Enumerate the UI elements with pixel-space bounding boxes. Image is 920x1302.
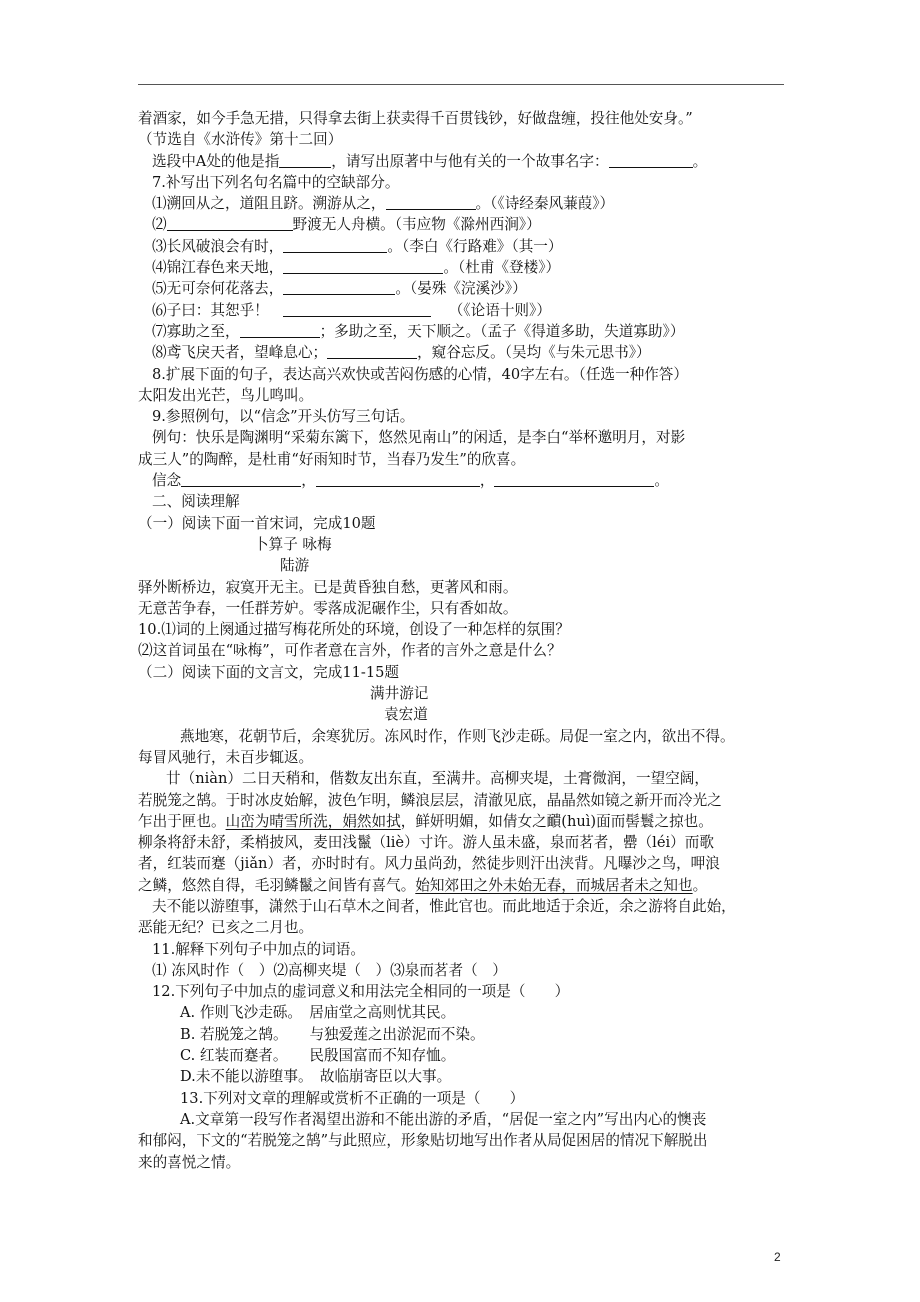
- question-line: 13.下列对文章的理解或赏析不正确的一项是（ ）: [180, 1089, 525, 1107]
- text-line: 和郁闷，下文的“若脱笼之鹄”与此照应，形象贴切地写出作者从局促困居的情况下解脱出: [138, 1132, 708, 1150]
- poem-title: 卜算子 咏梅: [254, 535, 332, 553]
- text-line: ⑺寡助之至， ；多助之至，天下顺之。（孟子《得道多助，失道寡助》）: [152, 322, 685, 340]
- poem-line: 无意苦争春，一任群芳妒。零落成泥碾作尘，只有香如故。: [138, 599, 518, 617]
- text-line: 着酒家，如今手急无措，只得拿去街上获卖得千百贯钱钞，好做盘缠，投往他处安身。”: [138, 110, 693, 127]
- text-line: 选段中A处的他是指 ，请写出原著中与他有关的一个故事名字： 。: [152, 152, 708, 170]
- blank-line[interactable]: [283, 258, 443, 274]
- question-line: 11.解释下列句子中加点的词语。: [152, 940, 365, 958]
- text-line: 9.参照例句，以“信念”开头仿写三句话。: [152, 408, 415, 426]
- option-line: B. 若脱笼之鹄。 与独爱莲之出淤泥而不染。: [180, 1025, 485, 1043]
- text-line: 乍出于匣也。山峦为晴雪所洗，娟然如拭，鲜妍明媚，如倩女之靧(huì)面而髻鬟之掠也。: [138, 812, 713, 830]
- option-line: C. 红装而蹇者。 民殷国富而不知存恤。: [180, 1047, 456, 1065]
- text-line: ⑵ 野渡无人舟横。（韦应物《滁州西涧》）: [152, 216, 541, 234]
- option-line: D.未不能以游堕事。 故临崩寄臣以大事。: [180, 1068, 452, 1086]
- text-line: 廿（niàn）二日天稍和，偕数友出东直，至满井。高柳夹堤，土膏微润，一望空阔，: [166, 770, 709, 788]
- blank-line[interactable]: [240, 322, 320, 338]
- text-line: 燕地寒，花朝节后，余寒犹厉。冻风时作，作则飞沙走砾。局促一室之内，欲出不得。: [180, 727, 735, 745]
- text-line: 恶能无纪？已亥之二月也。: [138, 919, 314, 937]
- blank-line[interactable]: [494, 471, 654, 487]
- page-content: [138, 108, 798, 1173]
- question-line: ⑴ 冻风时作（ ）⑵高柳夹堤（ ）⑶泉而茗者（ ）: [152, 961, 507, 979]
- poem-author: 陆游: [280, 557, 310, 575]
- text-line: 之鳞，悠然自得，毛羽鳞鬣之间皆有喜气。始知郊田之外未始无春，而城居者未之知也。: [138, 876, 708, 894]
- text-line: 太阳发出光芒，鸟儿鸣叫。: [138, 386, 314, 404]
- underlined-sentence: 始知郊田之外未始无春，而城居者未之知也: [415, 876, 693, 894]
- blank-line[interactable]: [283, 279, 395, 295]
- text-line: 每冒风驰行，未百步辄返。: [138, 748, 314, 766]
- text-line: （节选自《水浒传》第十二回）: [138, 131, 343, 149]
- essay-author: 袁宏道: [384, 706, 428, 724]
- text-line: 夫不能以游堕事，潇然于山石草木之间者，惟此官也。而此地适于余近，余之游将自此始，: [152, 897, 736, 915]
- text-line: 8.扩展下面的句子，表达高兴欢快或苦闷伤感的心情，40字左右。（任选一种作答）: [152, 365, 688, 383]
- text-line: 例句：快乐是陶渊明“采菊东篱下，悠然见南山”的闲适，是李白“举杯邀明月，对影: [152, 429, 686, 447]
- text-line: 7.补写出下列名句名篇中的空缺部分。: [152, 173, 400, 191]
- section-heading: 二、阅读理解: [152, 493, 240, 511]
- blank-line[interactable]: [327, 343, 417, 359]
- text-line: 成三人”的陶醉，是杜甫“好雨知时节，当春乃发生”的欣喜。: [138, 450, 526, 468]
- blank-line[interactable]: [167, 215, 293, 231]
- blank-line[interactable]: [283, 301, 431, 317]
- text-line: 者，红装而蹇（jiǎn）者，亦时时有。风力虽尚劲，然徒步则汗出浃背。凡曝沙之鸟，呷浪: [138, 855, 720, 873]
- text-line: 来的喜悦之情。: [138, 1153, 241, 1171]
- text-line: （二）阅读下面的文言文，完成11-15题: [138, 663, 399, 681]
- text-line: ⑶长风破浪会有时， 。（李白《行路难》（其一）: [152, 237, 563, 255]
- text-line: ⑵这首词虽在“咏梅”，可作者意在言外，作者的言外之意是什么？: [138, 642, 562, 660]
- text-line: 10.⑴词的上阕通过描写梅花所处的环境，创设了一种怎样的氛围？: [138, 621, 570, 639]
- text-line: ⑴溯回从之，道阻且跻。溯游从之， 。（《诗经秦风蒹葭》）: [152, 195, 615, 213]
- text-line: ⑸无可奈何花落去， 。（晏殊《浣溪沙》）: [152, 280, 527, 298]
- blank-line[interactable]: [181, 471, 301, 487]
- text-line: 柳条将舒未舒，柔梢披风，麦田浅鬣（liè）寸许。游人虽未盛，泉而茗者，罍（léi）而歌: [138, 834, 714, 852]
- poem-line: 驿外断桥边，寂寞开无主。已是黄昏独自愁，更著风和雨。: [138, 578, 518, 596]
- text-line: 信念 ， ， 。: [152, 472, 670, 490]
- essay-title: 满井游记: [370, 685, 429, 703]
- text-line: ⑹子曰：其恕乎！ （《论语十则》）: [152, 301, 551, 319]
- blank-line[interactable]: [609, 152, 693, 168]
- blank-line[interactable]: [316, 471, 480, 487]
- blank-line[interactable]: [386, 194, 476, 210]
- question-line: 12.下列句子中加点的虚词意义和用法完全相同的一项是（ ）: [152, 983, 570, 1001]
- text-line: ⑻鸢飞戾天者，望峰息心； ，窥谷忘反。（吴均《与朱元思书》）: [152, 344, 651, 362]
- blank-line[interactable]: [283, 237, 387, 253]
- text-line: 若脱笼之鹄。于时冰皮始解，波色乍明，鳞浪层层，清澈见底，晶晶然如镜之新开而冷光之: [138, 791, 722, 809]
- page-number: 2: [774, 1250, 781, 1264]
- header-rule: [138, 84, 784, 85]
- underlined-sentence: 山峦为晴雪所洗，娟然如拭: [225, 812, 401, 830]
- text-line: A.文章第一段写作者渴望出游和不能出游的矛盾，“居促一室之内”写出内心的懊丧: [180, 1110, 707, 1128]
- blank-line[interactable]: [279, 152, 331, 168]
- option-line: A. 作则飞沙走砾。 居庙堂之高则忧其民。: [180, 1004, 456, 1022]
- text-line: ⑷锦江春色来天地， 。（杜甫《登楼》）: [152, 259, 561, 277]
- text-line: （一）阅读下面一首宋词，完成10题: [138, 514, 376, 532]
